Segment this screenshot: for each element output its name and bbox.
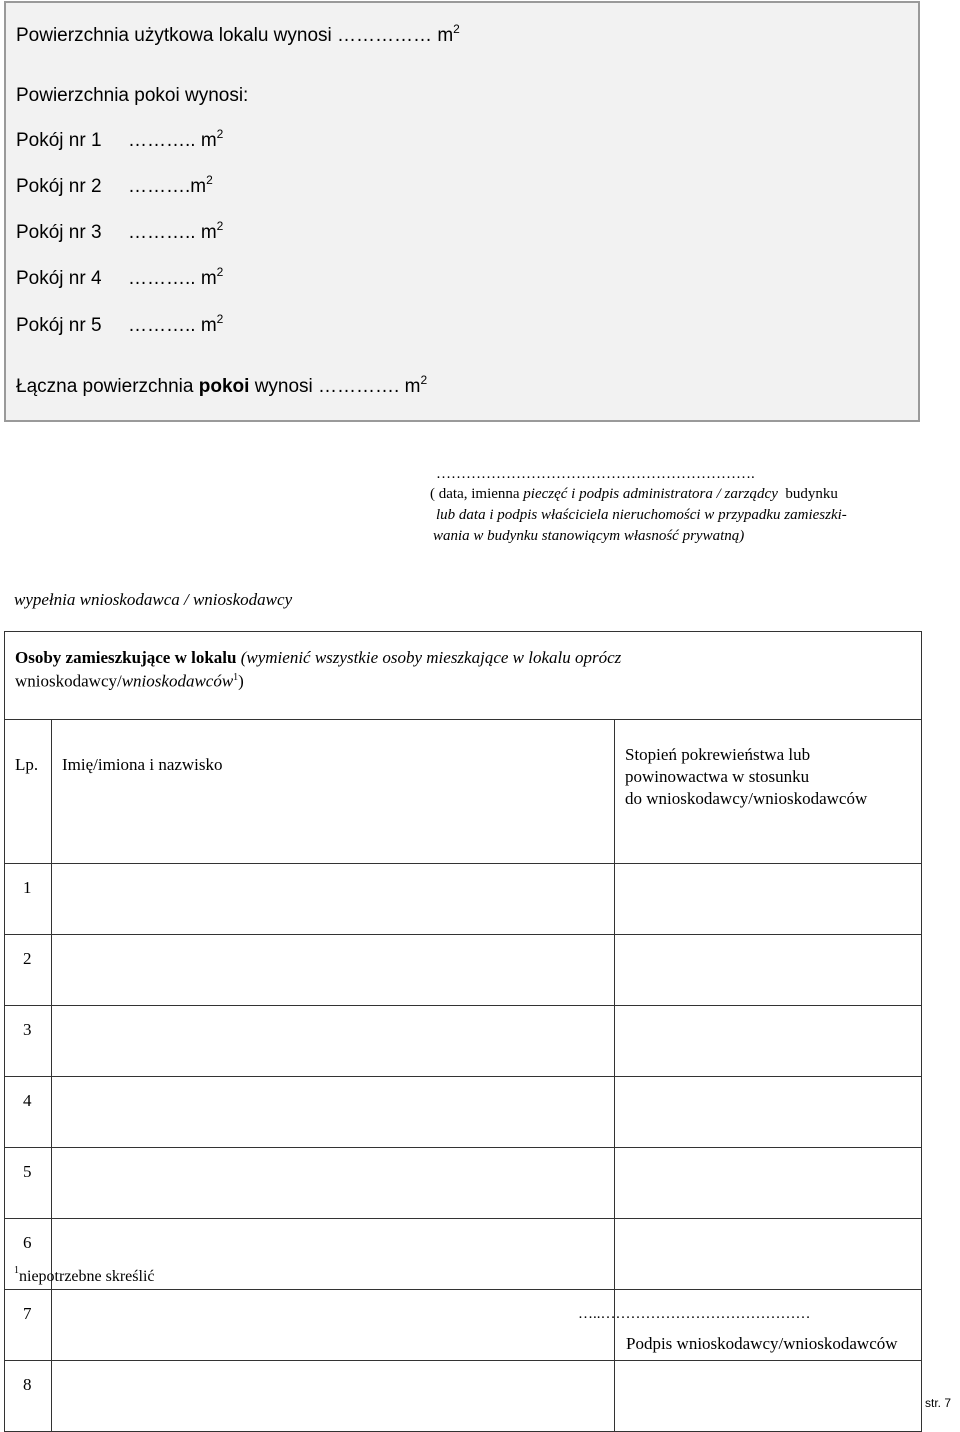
room-line-3 xyxy=(16,219,224,244)
usable-area-label: Powierzchnia użytkowa lokalu wynosi xyxy=(16,25,332,46)
relation-cell[interactable] xyxy=(615,1148,922,1219)
name-cell[interactable] xyxy=(52,1361,615,1432)
table-row xyxy=(5,1006,922,1077)
relation-cell[interactable] xyxy=(615,1361,922,1432)
row-number: 1 xyxy=(5,864,52,935)
room-label: Pokój nr 4 xyxy=(16,268,102,289)
rooms-heading: Powierzchnia pokoi wynosi: xyxy=(16,85,249,106)
persons-table-title xyxy=(5,632,922,720)
usable-area-unit: m xyxy=(437,25,454,46)
stamp-text-italic: pieczęć i podpis administratora / zarządcy xyxy=(523,486,778,502)
room-exp: 2 xyxy=(216,127,224,141)
stamp-text: budynku xyxy=(785,486,838,502)
footnote-text: niepotrzebne skreślić xyxy=(19,1268,155,1285)
room-dots[interactable]: ……….. m xyxy=(128,268,217,289)
row-number: 7 xyxy=(5,1290,52,1361)
persons-title-sup: 1 xyxy=(233,672,239,683)
area-box xyxy=(4,1,920,422)
room-line-2 xyxy=(16,173,213,198)
footnote xyxy=(14,1265,155,1286)
name-cell[interactable] xyxy=(52,935,615,1006)
relation-cell[interactable] xyxy=(615,864,922,935)
row-number: 6 xyxy=(5,1219,52,1290)
stamp-dots[interactable]: ………………………………………………………. xyxy=(436,466,755,482)
persons-title-italic: (wymienić wszystkie osoby mieszkające w lokalu oprócz xyxy=(240,648,622,667)
room-line-1 xyxy=(16,127,224,152)
footnote-marker: 1 xyxy=(14,1265,19,1276)
persons-title-bold: Osoby zamieszkujące w lokalu xyxy=(15,648,237,667)
table-row xyxy=(5,1148,922,1219)
relation-cell[interactable] xyxy=(615,935,922,1006)
col-header-name: Imię/imiona i nazwisko xyxy=(52,720,615,864)
table-row xyxy=(5,1361,922,1432)
room-line-5 xyxy=(16,312,224,337)
row-number: 3 xyxy=(5,1006,52,1077)
row-number: 8 xyxy=(5,1361,52,1432)
signature-label: Podpis wnioskodawcy/wnioskodawców xyxy=(626,1334,898,1353)
room-label: Pokój nr 1 xyxy=(16,130,102,151)
table-row xyxy=(5,864,922,935)
room-line-4 xyxy=(16,265,224,290)
row-number: 2 xyxy=(5,935,52,1006)
total-label-bold: pokoi xyxy=(198,376,250,397)
stamp-line-2 xyxy=(436,507,847,524)
relation-cell[interactable] xyxy=(615,1006,922,1077)
persons-table-title-row xyxy=(5,632,922,720)
col-header-lp: Lp. xyxy=(5,720,52,864)
stamp-line-3 xyxy=(433,528,744,545)
col-header-relation-line: Stopień pokrewieństwa lub xyxy=(625,745,811,764)
persons-title-close: ) xyxy=(238,671,244,691)
relation-cell[interactable] xyxy=(615,1219,922,1290)
total-dots[interactable]: …………. m xyxy=(318,376,421,397)
col-header-relation xyxy=(615,720,922,864)
room-dots[interactable]: ……….. m xyxy=(128,130,217,151)
total-exp: 2 xyxy=(420,373,428,387)
persons-title-line2: wnioskodawcy/ xyxy=(15,671,122,691)
stamp-line-1 xyxy=(430,486,838,503)
room-exp: 2 xyxy=(216,265,224,279)
name-cell[interactable] xyxy=(52,1148,615,1219)
total-label: Łączna powierzchnia xyxy=(16,376,194,397)
room-exp: 2 xyxy=(216,219,224,233)
stamp-text-italic: wania w budynku stanowiącym własność prywatną) xyxy=(433,528,745,544)
persons-table-header xyxy=(5,720,922,864)
persons-title-line2-italic: wnioskodawców xyxy=(121,671,234,691)
stamp-text: ( data, imienna xyxy=(430,486,520,502)
row-number: 5 xyxy=(5,1148,52,1219)
room-label: Pokój nr 5 xyxy=(16,315,102,336)
relation-cell[interactable] xyxy=(615,1077,922,1148)
name-cell[interactable] xyxy=(52,1290,615,1361)
usable-area-dots[interactable]: …………… xyxy=(337,25,433,46)
table-row xyxy=(5,1077,922,1148)
col-header-relation-line: powinowactwa w stosunku xyxy=(625,767,810,786)
room-exp: 2 xyxy=(216,312,224,326)
total-label-post: wynosi xyxy=(254,376,313,397)
total-area-line xyxy=(16,373,428,398)
usable-area-exp: 2 xyxy=(453,22,460,36)
stamp-text-italic: lub data i podpis właściciela nieruchomości w przypadku zamieszki- xyxy=(436,507,847,523)
room-label: Pokój nr 2 xyxy=(16,176,102,197)
name-cell[interactable] xyxy=(52,1006,615,1077)
room-dots[interactable]: ……….. m xyxy=(128,222,217,243)
col-header-relation-line: do wnioskodawcy/wnioskodawców xyxy=(625,789,868,808)
room-dots[interactable]: ……….m xyxy=(128,176,207,197)
name-cell[interactable] xyxy=(52,1077,615,1148)
name-cell[interactable] xyxy=(52,864,615,935)
row-number: 4 xyxy=(5,1077,52,1148)
room-label: Pokój nr 3 xyxy=(16,222,102,243)
page-number: str. 7 xyxy=(925,1396,952,1410)
fill-note: wypełnia wnioskodawca / wnioskodawcy xyxy=(14,590,293,609)
room-exp: 2 xyxy=(206,173,213,187)
room-dots[interactable]: ……….. m xyxy=(128,315,217,336)
usable-area-line xyxy=(16,22,460,47)
signature-dots[interactable]: …..…………………………………… xyxy=(578,1306,811,1322)
table-row xyxy=(5,935,922,1006)
